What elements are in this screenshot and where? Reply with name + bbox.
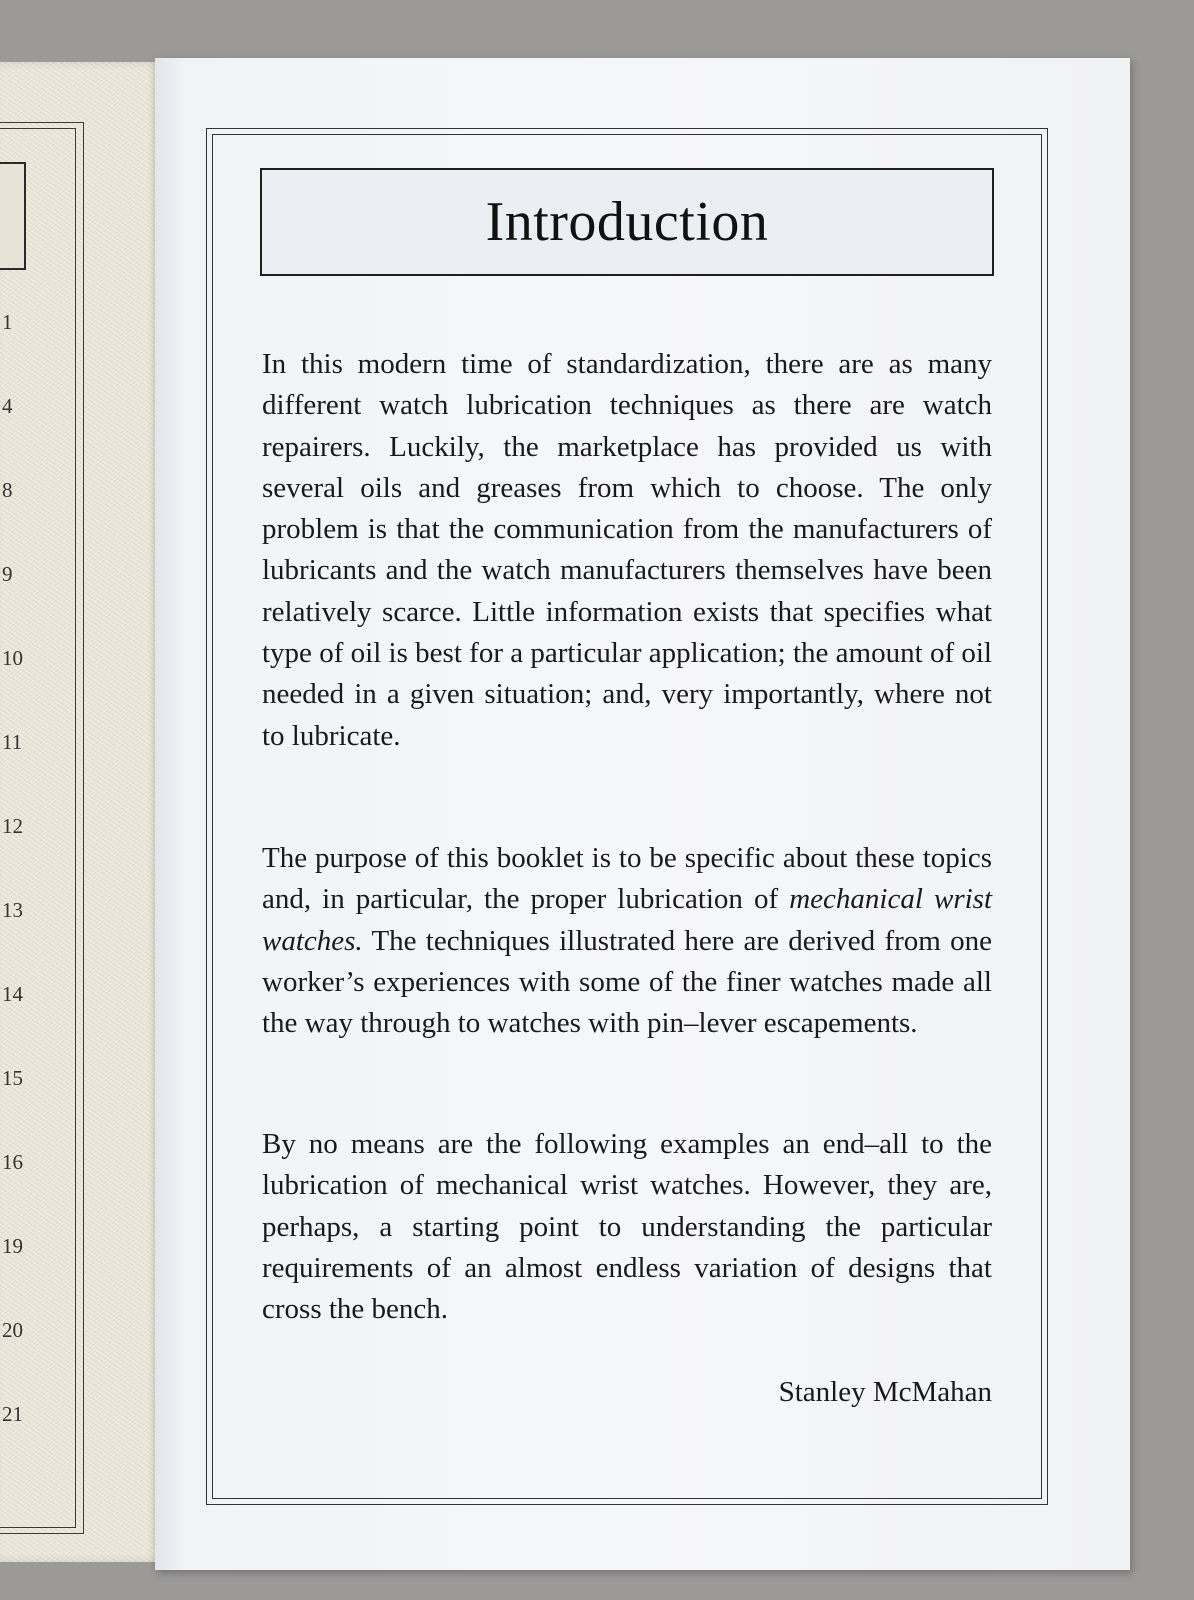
left-page-title-box xyxy=(0,162,26,270)
paragraph-2-text-end: The techniques illustrated here are derived from one worker’s experiences with some of the finer watches made all the way through to watches with pin–lever escapements. xyxy=(262,924,992,1040)
paragraph-3: By no means are the following examples an end–all to the lubrication of mechanical wrist watches. However, they are, perhaps, a starting point to understanding the particular requirements of an almost endless variation of designs that cross the bench. xyxy=(262,1128,992,1326)
paragraph-2 xyxy=(262,838,992,1044)
toc-page-number: 13 xyxy=(2,898,23,922)
toc-page-number: 15 xyxy=(2,1066,23,1090)
title-box xyxy=(260,168,994,276)
toc-page-number: 11 xyxy=(2,730,23,754)
toc-page-number: 12 xyxy=(2,814,23,838)
toc-page-number: 1 xyxy=(2,310,13,334)
toc-page-number: 10 xyxy=(2,646,23,670)
toc-page-number: 9 xyxy=(2,562,13,586)
paragraph-2-emphasis: mechanical wrist watches. xyxy=(262,883,992,957)
previous-page xyxy=(0,62,162,1562)
author-signature: Stanley McMahan xyxy=(778,1376,992,1408)
toc-page-number: 4 xyxy=(2,394,13,418)
toc-page-number: 19 xyxy=(2,1234,23,1258)
toc-page-number: 21 xyxy=(2,1402,23,1426)
paragraph-1: In this modern time of standardization, there are as many different watch lubrication techniques as there are watch repairers. Luckily, the marketplace has provided us with several oils and greases from which to choose. The only problem is that the communication from the manufacturers of lubricants and the watch manufacturers themselves have been relatively scarce. Little information exists that specifies what type of oil is best for a particular application; the amount of oil needed in a given situation; and, very importantly, where not to lubricate. xyxy=(262,348,992,752)
toc-page-number: 20 xyxy=(2,1318,23,1342)
page-title: Introduction xyxy=(485,191,769,253)
toc-page-number: 8 xyxy=(2,478,13,502)
toc-page-number: 14 xyxy=(2,982,23,1006)
paragraph-2-text: The purpose of this booklet is to be specific about these topics and, in particular, the proper lubrication of xyxy=(262,842,992,916)
toc-page-number: 16 xyxy=(2,1150,23,1174)
